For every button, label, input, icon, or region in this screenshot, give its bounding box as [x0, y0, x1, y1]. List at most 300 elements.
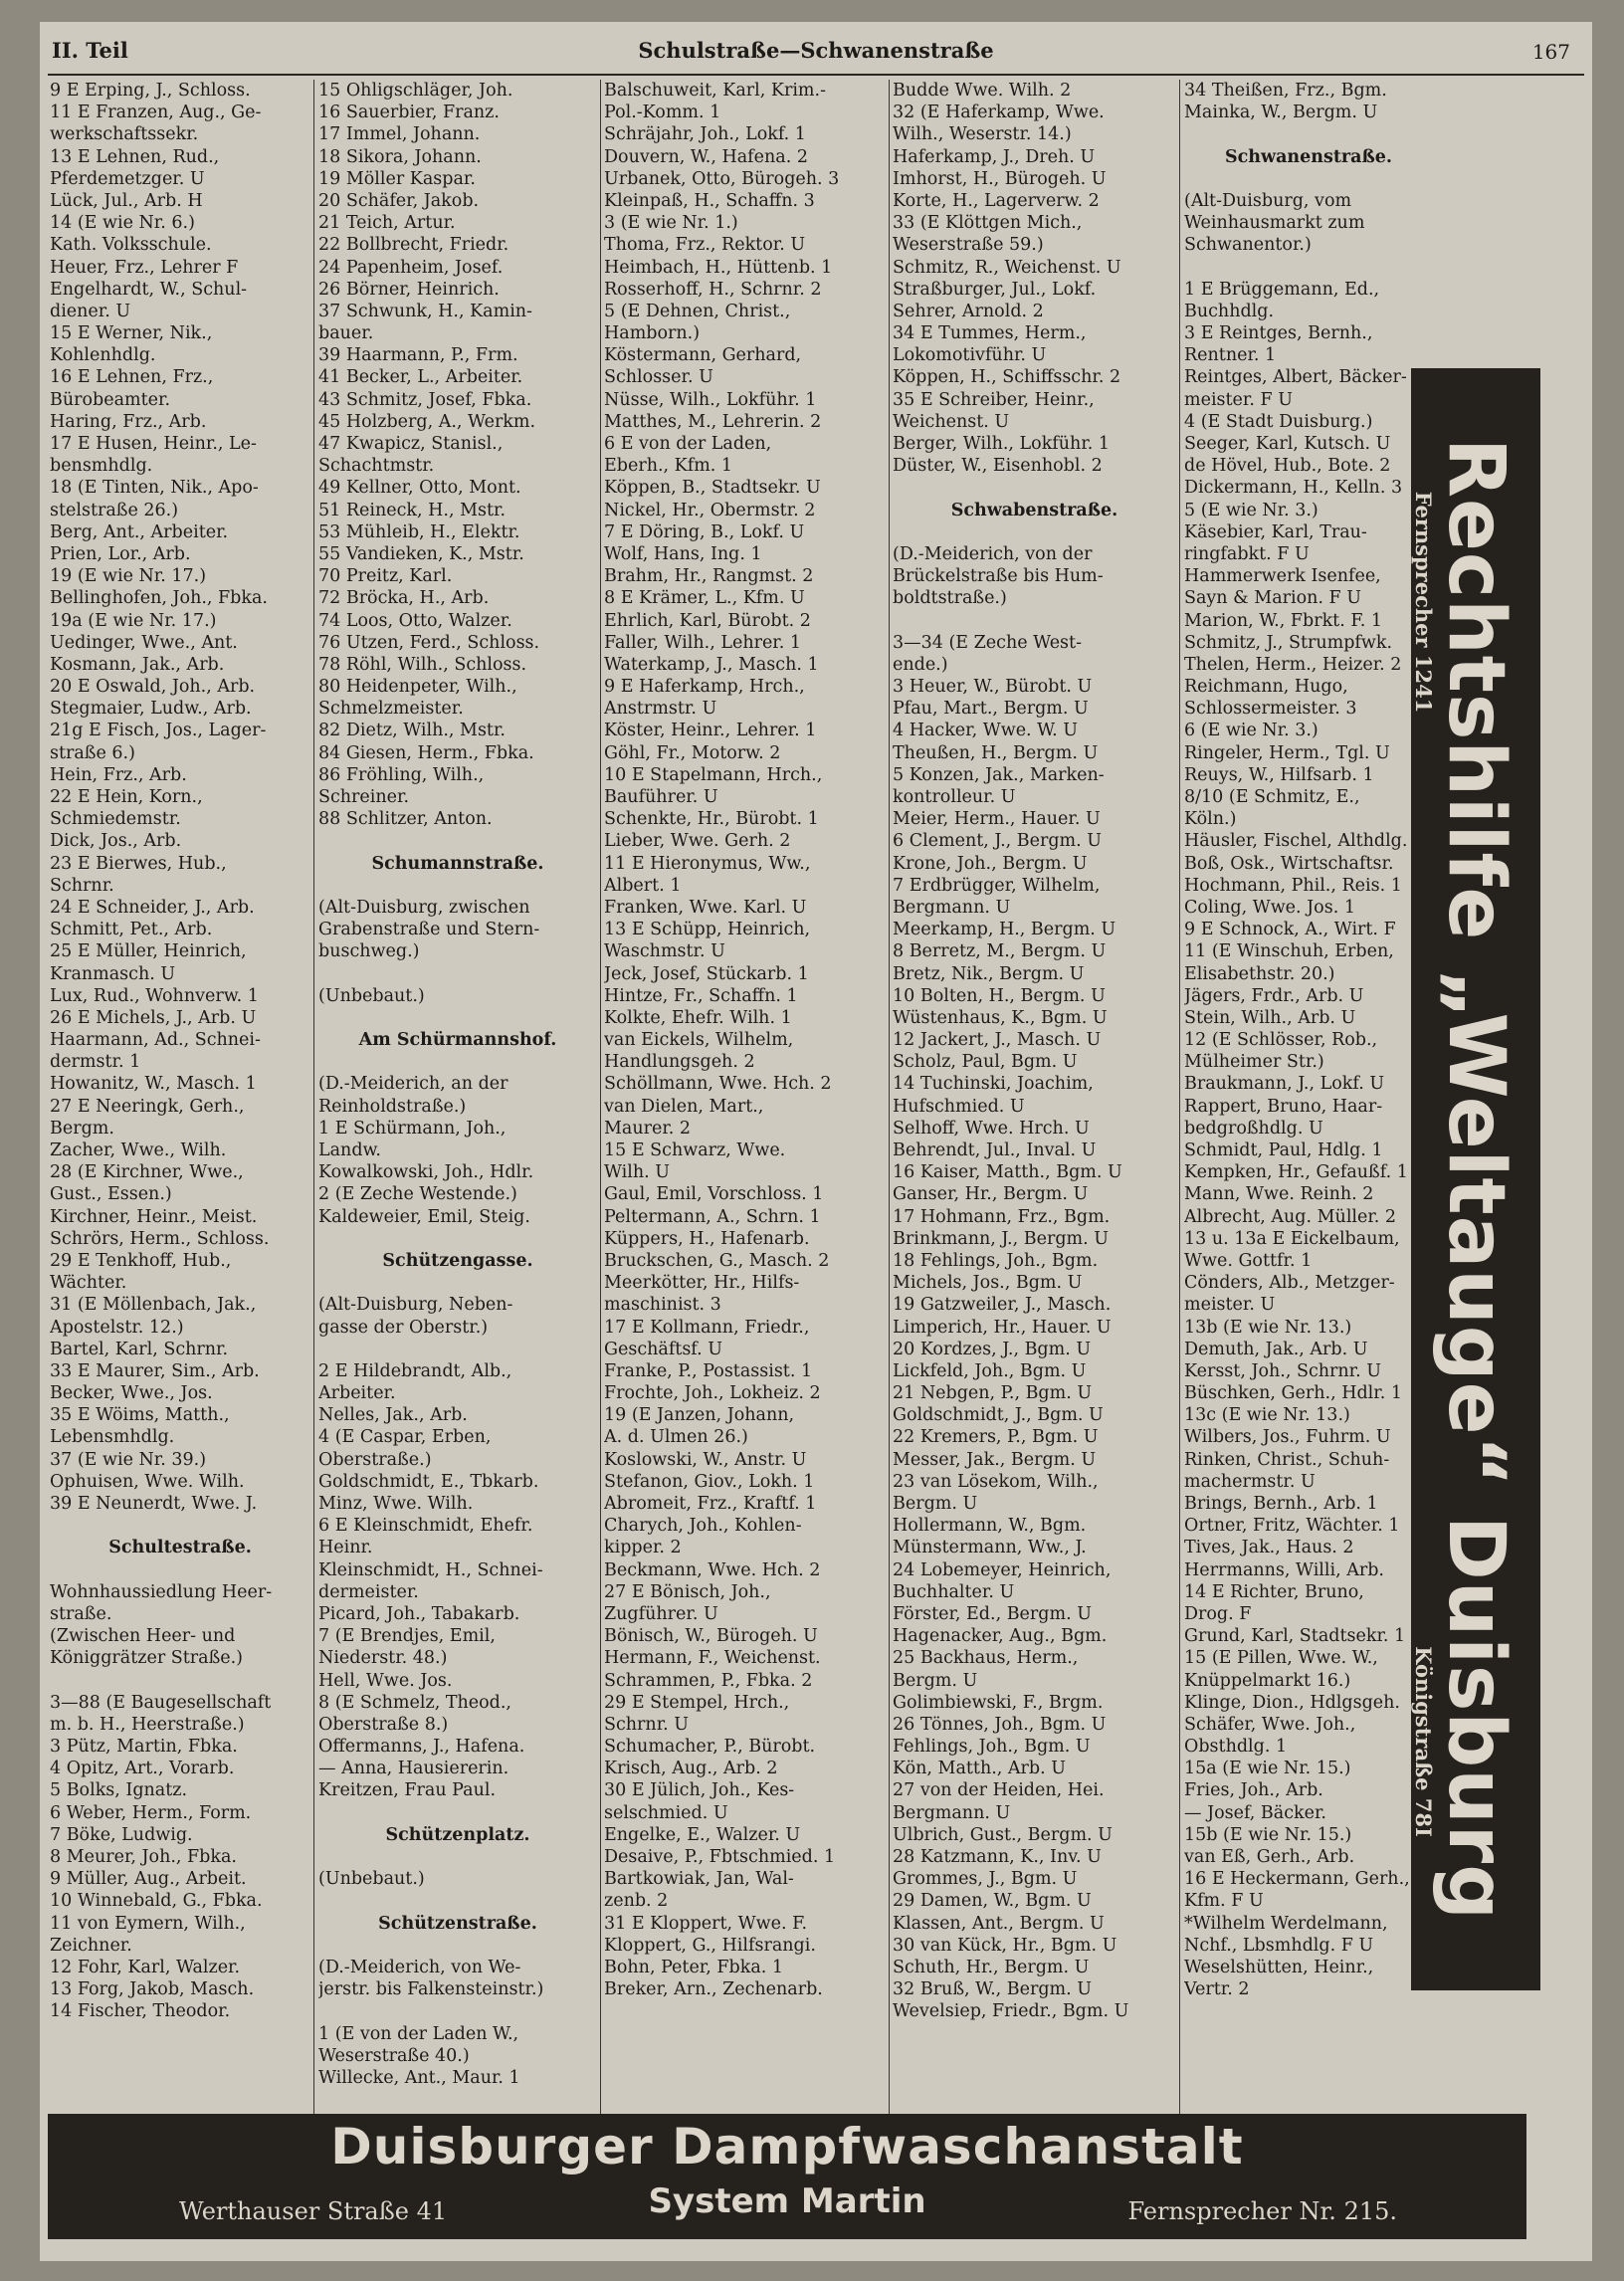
directory-entry: Lieber, Wwe. Gerh. 2	[604, 831, 791, 852]
directory-entry: Förster, Ed., Bergm. U	[893, 1603, 1092, 1624]
directory-entry: 15 Ohligschläger, Joh.	[318, 81, 513, 101]
directory-entry: 7 E Döring, B., Lokf. U	[604, 521, 805, 542]
directory-entry: 55 Vandieken, K., Mstr.	[318, 543, 524, 564]
directory-entry: Bohn, Peter, Fbka. 1	[604, 1957, 784, 1977]
directory-entry: 11 von Eymern, Wilh.,	[50, 1913, 246, 1934]
directory-entry: Brückelstraße bis Hum-	[893, 566, 1104, 587]
directory-entry: Köln.)	[1184, 809, 1237, 830]
directory-entry: Fries, Joh., Arb.	[1184, 1780, 1323, 1801]
directory-entry: Ringeler, Herm., Tgl. U	[1184, 742, 1390, 763]
directory-entry: 17 E Kollmann, Friedr.,	[604, 1317, 810, 1338]
directory-entry: Douvern, W., Hafena. 2	[604, 146, 808, 167]
directory-entry	[318, 1935, 597, 1957]
directory-entry: 30 E Jülich, Joh., Kes-	[604, 1780, 795, 1801]
directory-entry: meister. F U	[1184, 389, 1293, 410]
directory-entry: Göhl, Fr., Motorw. 2	[604, 742, 781, 763]
directory-entry: 43 Schmitz, Josef, Fbka.	[318, 389, 532, 410]
directory-entry: 6 E von der Laden,	[604, 434, 772, 454]
directory-entry: Uedinger, Wwe., Ant.	[50, 632, 238, 653]
directory-entry: Zugführer. U	[604, 1603, 718, 1624]
directory-entry: 12 (E Schlösser, Rob.,	[1184, 1030, 1378, 1051]
directory-entry: Bartkowiak, Jan, Wal-	[604, 1869, 794, 1890]
ad-bottom-phone: Fernsprecher Nr. 215.	[1127, 2197, 1397, 2225]
directory-entry: 13 Forg, Jakob, Masch.	[50, 1979, 255, 2000]
directory-entry: (D.-Meiderich, von We-	[318, 1957, 521, 1977]
directory-entry: 14 (E wie Nr. 6.)	[50, 213, 195, 234]
directory-entry: Minz, Wwe. Wilh.	[318, 1494, 474, 1514]
directory-entry: 1 E Schürmann, Joh.,	[318, 1118, 507, 1139]
directory-entry: Wächter.	[50, 1273, 127, 1294]
directory-entry: Prien, Lor., Arb.	[50, 543, 191, 564]
directory-entry: werkschaftssekr.	[50, 124, 199, 145]
directory-entry: Nelles, Jak., Arb.	[318, 1405, 468, 1426]
directory-entry: dermeister.	[318, 1581, 419, 1602]
directory-entry: Bürobeamter.	[50, 389, 171, 410]
directory-entry: Korte, H., Lagerverw. 2	[893, 190, 1100, 211]
directory-entry: Schrammen, P., Fbka. 2	[604, 1670, 813, 1691]
directory-entry: Stein, Wilh., Arb. U	[1184, 1007, 1356, 1028]
directory-entry: Hermann, F., Weichenst.	[604, 1648, 821, 1669]
directory-entry: Küppers, H., Hafenarb.	[604, 1228, 810, 1249]
directory-entry: 19 Gatzweiler, J., Masch.	[893, 1295, 1112, 1316]
directory-entry: 3 Pütz, Martin, Fbka.	[50, 1737, 238, 1758]
directory-entry: Mülheimer Str.)	[1184, 1052, 1324, 1073]
directory-entry: Kosmann, Jak., Arb.	[50, 654, 225, 675]
directory-entry: meister. U	[1184, 1295, 1276, 1316]
directory-entry: Beckmann, Wwe. Hch. 2	[604, 1559, 821, 1580]
directory-entry: 12 Jackert, J., Masch. U	[893, 1030, 1102, 1051]
directory-entry: Rosserhoff, H., Schrnr. 2	[604, 279, 822, 300]
directory-entry: Knüppelmarkt 16.)	[1184, 1670, 1351, 1691]
directory-entry: Krone, Joh., Bergm. U	[893, 853, 1088, 874]
directory-entry: 9 E Erping, J., Schloss.	[50, 81, 251, 101]
directory-entry: buschweg.)	[318, 941, 420, 962]
ad-phone-text: Fernsprecher 1241	[1411, 491, 1436, 714]
directory-entry: 3 E Reintges, Bernh.,	[1184, 323, 1373, 344]
directory-entry: 51 Reineck, H., Mstr.	[318, 500, 507, 520]
directory-entry: Hamborn.)	[604, 323, 701, 344]
directory-entry	[318, 2000, 597, 2022]
directory-entry: Schrnr. U	[604, 1714, 690, 1735]
directory-entry: Engelke, E., Walzer. U	[604, 1824, 801, 1845]
directory-entry: 39 Haarmann, P., Frm.	[318, 345, 518, 366]
directory-entry: de Hövel, Hub., Bote. 2	[1184, 456, 1391, 477]
directory-entry: jerstr. bis Falkensteinstr.)	[318, 1979, 544, 2000]
directory-entry: Köster, Heinr., Lehrer. 1	[604, 721, 817, 741]
directory-entry: 15 E Werner, Nik.,	[50, 323, 213, 344]
directory-entry: 2 E Hildebrandt, Alb.,	[318, 1360, 512, 1381]
directory-entry: Wilh., Weserstr. 14.)	[893, 124, 1072, 145]
directory-entry: 19 (E wie Nr. 17.)	[50, 566, 207, 587]
directory-entry: 1 E Brüggemann, Ed.,	[1184, 279, 1380, 300]
directory-entry: 34 E Tummes, Herm.,	[893, 323, 1087, 344]
directory-entry: Limperich, Hr., Hauer. U	[893, 1317, 1112, 1338]
directory-entry: 11 E Hieronymus, Ww.,	[604, 853, 811, 874]
directory-entry: (Zwischen Heer- und	[50, 1626, 236, 1647]
directory-entry: 4 Hacker, Wwe. W. U	[893, 721, 1078, 741]
directory-entry: 12 Fohr, Karl, Walzer.	[50, 1957, 241, 1977]
directory-entry: 27 E Bönisch, Joh.,	[604, 1581, 771, 1602]
directory-entry: Klassen, Ant., Bergm. U	[893, 1913, 1105, 1934]
directory-entry: Schachtmstr.	[318, 456, 435, 477]
directory-entry: Bergmann. U	[893, 897, 1011, 918]
directory-entry: Becker, Wwe., Jos.	[50, 1383, 213, 1404]
directory-entry: Lebensmhdlg.	[50, 1427, 175, 1448]
directory-entry: 3 Heuer, W., Bürobt. U	[893, 677, 1093, 698]
directory-entry: 18 Sikora, Johann.	[318, 146, 482, 167]
directory-entry: Weselshütten, Heinr.,	[1184, 1957, 1374, 1977]
directory-entry: 14 E Richter, Bruno,	[1184, 1581, 1364, 1602]
directory-entry: Kath. Volksschule.	[50, 235, 212, 256]
directory-entry: Schäfer, Wwe. Joh.,	[1184, 1714, 1356, 1735]
directory-entry: Schlosser. U	[604, 367, 713, 388]
directory-entry: 16 Kaiser, Matth., Bgm. U	[893, 1162, 1122, 1183]
directory-entry: Stegmaier, Ludw., Arb.	[50, 699, 252, 720]
directory-entry: 13 u. 13a E Eickelbaum,	[1184, 1228, 1400, 1249]
directory-entry: 29 E Stempel, Hrch.,	[604, 1692, 790, 1713]
directory-entry: Wohnhaussiedlung Heer-	[50, 1581, 273, 1602]
directory-entry: Apostelstr. 12.)	[50, 1317, 184, 1338]
directory-entry: 19a (E wie Nr. 17.)	[50, 610, 217, 631]
directory-entry: Jeck, Josef, Stückarb. 1	[604, 963, 809, 984]
directory-entry: Kön, Matth., Arb. U	[893, 1759, 1066, 1779]
directory-entry	[50, 1515, 310, 1537]
directory-entry: Urbanek, Otto, Bürogeh. 3	[604, 168, 840, 189]
directory-entry: Koslowski, W., Anstr. U	[604, 1449, 807, 1470]
directory-entry: Kolkte, Ehefr. Wilh. 1	[604, 1007, 792, 1028]
directory-entry: Schlossermeister. 3	[1184, 699, 1357, 720]
directory-entry: (D.-Meiderich, an der	[318, 1074, 508, 1095]
directory-entry: (D.-Meiderich, von der	[893, 543, 1093, 564]
directory-entry: Schreiner.	[318, 787, 410, 807]
directory-entry: 5 Bolks, Ignatz.	[50, 1780, 188, 1801]
directory-entry: 22 Kremers, P., Bgm. U	[893, 1427, 1099, 1448]
directory-entry: Sayn & Marion. F U	[1184, 588, 1361, 609]
directory-entry: Reinholdstraße.)	[318, 1096, 467, 1117]
directory-entry: Kleinpaß, H., Schaffn. 3	[604, 190, 815, 211]
directory-entry: Wwe. Gottfr. 1	[1184, 1250, 1313, 1271]
directory-entry: Straßburger, Jul., Lokf.	[893, 279, 1097, 300]
directory-entry: 27 von der Heiden, Hei.	[893, 1780, 1105, 1801]
directory-entry: Oberstraße 8.)	[318, 1714, 449, 1735]
directory-entry: Offermanns, J., Hafena.	[318, 1737, 525, 1758]
directory-entry: 84 Giesen, Herm., Fbka.	[318, 742, 534, 763]
directory-entry	[318, 963, 597, 985]
column-divider	[889, 80, 890, 2116]
directory-entry	[318, 830, 597, 852]
directory-entry: 9 E Schnock, A., Wirt. F	[1184, 920, 1396, 940]
directory-entry: Charych, Joh., Kohlen-	[604, 1516, 802, 1537]
directory-entry: 6 (E wie Nr. 3.)	[1184, 721, 1319, 741]
directory-entry: 35 E Wöims, Matth.,	[50, 1405, 230, 1426]
ad-bottom-subtitle: System Martin	[648, 2181, 926, 2221]
directory-entry	[50, 1670, 310, 1692]
directory-entry: Budde Wwe. Wilh. 2	[893, 81, 1072, 101]
directory-entry: stelstraße 26.)	[50, 500, 179, 520]
directory-entry	[318, 1007, 597, 1029]
directory-entry: 19 Möller Kaspar.	[318, 168, 476, 189]
directory-entry: Schumacher, P., Bürobt.	[604, 1737, 816, 1758]
directory-entry: Hagenacker, Aug., Bgm.	[893, 1626, 1108, 1647]
page-number: 167	[1531, 40, 1570, 64]
directory-entry: 29 Damen, W., Bgm. U	[893, 1891, 1092, 1912]
ad-bottom-title: Duisburger Dampfwaschanstalt	[330, 2118, 1244, 2176]
directory-entry: machermstr. U	[1184, 1471, 1316, 1492]
directory-entry	[318, 1272, 597, 1294]
directory-entry: Franken, Wwe. Karl. U	[604, 897, 807, 918]
directory-entry: Grabenstraße und Stern-	[318, 920, 540, 940]
directory-entry: Klinge, Dion., Hdlgsgeh.	[1184, 1692, 1400, 1713]
directory-entry: Ophuisen, Wwe. Wilh.	[50, 1471, 245, 1492]
directory-entry: Albrecht, Aug. Müller. 2	[1184, 1206, 1397, 1227]
directory-entry: Schrnr.	[50, 875, 114, 896]
directory-entry: Seeger, Karl, Kutsch. U	[1184, 434, 1391, 454]
directory-entry: Nickel, Hr., Obermstr. 2	[604, 500, 816, 520]
page-header	[48, 30, 1584, 76]
directory-entry: 32 (E Haferkamp, Wwe.	[893, 103, 1105, 123]
directory-entry: Buchhalter. U	[893, 1581, 1015, 1602]
directory-entry: Schmitz, J., Strumpfwk.	[1184, 632, 1393, 653]
directory-entry: Bergmann. U	[893, 1802, 1011, 1823]
directory-entry: selschmied. U	[604, 1802, 728, 1823]
directory-entry: Kleinschmidt, H., Schnei-	[318, 1559, 543, 1580]
directory-entry: Dickermann, H., Kelln. 3	[1184, 478, 1403, 499]
directory-entry: 31 (E Möllenbach, Jak.,	[50, 1295, 257, 1316]
directory-entry: van Dielen, Mart.,	[604, 1096, 764, 1117]
directory-entry: ringfabkt. F U	[1184, 543, 1310, 564]
directory-entry: 32 Bruß, W., Bergm. U	[893, 1979, 1093, 2000]
directory-column-4	[893, 80, 1176, 2116]
directory-entry: 23 van Lösekom, Wilh.,	[893, 1471, 1099, 1492]
directory-entry: ende.)	[893, 654, 948, 675]
directory-entry: Bellinghofen, Joh., Fbka.	[50, 588, 268, 609]
directory-entry: Haring, Frz., Arb.	[50, 411, 207, 432]
directory-entry: Abromeit, Frz., Kraftf. 1	[604, 1494, 817, 1514]
directory-entry: Brings, Bernh., Arb. 1	[1184, 1494, 1378, 1514]
directory-entry: Brahm, Hr., Rangmst. 2	[604, 566, 814, 587]
directory-entry: Köstermann, Gerhard,	[604, 345, 802, 366]
directory-entry: 18 Fehlings, Joh., Bgm.	[893, 1250, 1099, 1271]
street-heading: Schützenstraße.	[378, 1913, 537, 1934]
directory-entry: 6 Clement, J., Bergm. U	[893, 831, 1103, 852]
directory-entry: Brinkmann, J., Bergm. U	[893, 1228, 1109, 1249]
directory-entry: gasse der Oberstr.)	[318, 1317, 489, 1338]
directory-column-3	[604, 80, 888, 2116]
directory-entry: Bauführer. U	[604, 787, 718, 807]
directory-entry: 23 E Bierwes, Hub.,	[50, 853, 227, 874]
directory-entry: Arbeiter.	[318, 1383, 396, 1404]
directory-entry: 10 Bolten, H., Bergm. U	[893, 985, 1106, 1006]
directory-entry: Zeichner.	[50, 1935, 132, 1956]
directory-entry: Desaive, P., Fbtschmied. 1	[604, 1847, 836, 1867]
directory-entry: 7 (E Brendjes, Emil,	[318, 1626, 496, 1647]
advertisement-dampfwaschanstalt	[48, 2114, 1526, 2239]
directory-entry: Oberstraße.)	[318, 1449, 432, 1470]
directory-entry: 2 (E Zeche Westende.)	[318, 1184, 517, 1205]
directory-entry: Kreitzen, Frau Paul.	[318, 1780, 497, 1801]
directory-entry: 13 E Schüpp, Heinrich,	[604, 920, 811, 940]
directory-entry: 20 Schäfer, Jakob.	[318, 190, 480, 211]
directory-entry	[318, 1228, 597, 1250]
header-streets: Schulstraße—Schwanenstraße	[638, 38, 994, 63]
directory-entry: 29 E Tenkhoff, Hub.,	[50, 1250, 232, 1271]
directory-entry: 8 (E Schmelz, Theod.,	[318, 1692, 511, 1713]
directory-entry: Reuys, W., Hilfsarb. 1	[1184, 764, 1374, 785]
directory-entry: Kohlenhdlg.	[50, 345, 156, 366]
directory-entry: diener. U	[50, 301, 131, 321]
column-divider	[313, 80, 314, 2116]
directory-entry: 6 Weber, Herm., Form.	[50, 1802, 252, 1823]
column-divider	[600, 80, 601, 2116]
directory-entry: 10 Winnebald, G., Fbka.	[50, 1891, 263, 1912]
street-heading: Schumannstraße.	[371, 853, 544, 874]
directory-entry	[318, 1846, 597, 1868]
directory-entry: Dick, Jos., Arb.	[50, 831, 182, 852]
directory-entry: *Wilhelm Werdelmann,	[1184, 1913, 1388, 1934]
directory-entry: Demuth, Jak., Arb. U	[1184, 1339, 1368, 1359]
directory-entry: straße 6.)	[50, 742, 135, 763]
directory-entry: 26 Börner, Heinrich.	[318, 279, 500, 300]
directory-entry: 28 (E Kirchner, Wwe.,	[50, 1162, 244, 1183]
directory-entry: Behrendt, Jul., Inval. U	[893, 1140, 1097, 1160]
directory-entry: 33 E Maurer, Sim., Arb.	[50, 1360, 260, 1381]
directory-entry: Kempken, Hr., Gefaußf. 1	[1184, 1162, 1408, 1183]
directory-entry: Peltermann, A., Schrn. 1	[604, 1206, 821, 1227]
directory-entry: Braukmann, J., Lokf. U	[1184, 1074, 1385, 1095]
directory-entry: 25 E Müller, Heinrich,	[50, 941, 247, 962]
directory-entry: Weinhausmarkt zum	[1184, 213, 1365, 234]
directory-entry: Hintze, Fr., Schaffn. 1	[604, 985, 798, 1006]
directory-entry: 26 Tönnes, Joh., Bgm. U	[893, 1714, 1107, 1735]
directory-entry: 24 E Schneider, J., Arb.	[50, 897, 255, 918]
directory-entry: Goldschmidt, J., Bgm. U	[893, 1405, 1104, 1426]
ad-bottom-address: Werthauser Straße 41	[179, 2197, 448, 2225]
directory-entry: (Alt-Duisburg, vom	[1184, 190, 1352, 211]
directory-entry: Weserstraße 59.)	[893, 235, 1044, 256]
directory-column-5	[1184, 80, 1436, 2116]
directory-entry: van Eß, Gerh., Arb.	[1184, 1847, 1355, 1867]
directory-entry: Münstermann, Ww., J.	[893, 1538, 1087, 1558]
directory-entry	[318, 1802, 597, 1824]
directory-entry: 8 E Krämer, L., Kfm. U	[604, 588, 805, 609]
directory-entry: Bönisch, W., Bürogeh. U	[604, 1626, 818, 1647]
directory-entry: Fehlings, Joh., Bgm. U	[893, 1737, 1091, 1758]
directory-entry: 24 Papenheim, Josef.	[318, 257, 504, 278]
directory-entry: 39 E Neunerdt, Wwe. J.	[50, 1494, 258, 1514]
directory-entry: Ganser, Hr., Bergm. U	[893, 1184, 1089, 1205]
directory-entry: 26 E Michels, J., Arb. U	[50, 1007, 257, 1028]
directory-entry: Mann, Wwe. Reinh. 2	[1184, 1184, 1374, 1205]
directory-entry: Ulbrich, Gust., Bergm. U	[893, 1824, 1113, 1845]
directory-entry: Buchhdlg.	[1184, 301, 1275, 321]
directory-entry: — Josef, Bäcker.	[1184, 1802, 1326, 1823]
directory-entry: 22 E Hein, Korn.,	[50, 787, 203, 807]
directory-entry: Hammerwerk Isenfee,	[1184, 566, 1381, 587]
directory-entry: Pferdemetzger. U	[50, 168, 205, 189]
directory-entry: 20 E Oswald, Joh., Arb.	[50, 677, 256, 698]
directory-entry: Picard, Joh., Tabakarb.	[318, 1603, 520, 1624]
directory-entry: Haferkamp, J., Dreh. U	[893, 146, 1096, 167]
directory-entry: 7 Erdbrügger, Wilhelm,	[893, 875, 1101, 896]
directory-entry: 7 Böke, Ludwig.	[50, 1824, 193, 1845]
directory-entry: boldtstraße.)	[893, 588, 1007, 609]
directory-entry: Schenkte, Hr., Bürobt. 1	[604, 809, 819, 830]
directory-entry: Frochte, Joh., Lokheiz. 2	[604, 1383, 821, 1404]
header-part: II. Teil	[52, 38, 128, 63]
directory-entry: Bruckschen, G., Masch. 2	[604, 1250, 830, 1271]
directory-entry: 16 E Lehnen, Frz.,	[50, 367, 214, 388]
directory-entry: 34 Theißen, Frz., Bgm.	[1184, 81, 1387, 101]
directory-entry: (Unbebaut.)	[318, 1869, 425, 1890]
directory-entry: Grommes, J., Bgm. U	[893, 1869, 1078, 1890]
directory-entry: 4 Opitz, Art., Vorarb.	[50, 1759, 235, 1779]
directory-entry: straße.	[50, 1603, 112, 1624]
directory-entry: 10 E Stapelmann, Hrch.,	[604, 764, 823, 785]
directory-entry: 4 (E Stadt Duisburg.)	[1184, 411, 1373, 432]
directory-entry	[893, 477, 1176, 499]
directory-entry: Hell, Wwe. Jos.	[318, 1670, 453, 1691]
directory-entry: Howanitz, W., Masch. 1	[50, 1074, 257, 1095]
directory-entry: Schrörs, Herm., Schloss.	[50, 1228, 270, 1249]
directory-entry: Selhoff, Wwe. Hrch. U	[893, 1118, 1090, 1139]
directory-entry: Vertr. 2	[1184, 1979, 1250, 2000]
directory-entry: 82 Dietz, Wilh., Mstr.	[318, 721, 506, 741]
directory-entry: Michels, Jos., Bgm. U	[893, 1273, 1083, 1294]
directory-entry: Sehrer, Arnold. 2	[893, 301, 1044, 321]
directory-entry: Willecke, Ant., Maur. 1	[318, 2067, 520, 2088]
directory-entry: 35 E Schreiber, Heinr.,	[893, 389, 1095, 410]
directory-entry: Königgrätzer Straße.)	[50, 1648, 244, 1669]
advertisement-rechtshilfe	[1411, 368, 1540, 1990]
directory-entry: Kfm. F U	[1184, 1891, 1264, 1912]
directory-entry: Krisch, Aug., Arb. 2	[604, 1759, 778, 1779]
directory-column-1	[50, 80, 310, 2116]
directory-entry: Wüstenhaus, K., Bgm. U	[893, 1007, 1108, 1028]
directory-entry: bedgroßhdlg. U	[1184, 1118, 1323, 1139]
directory-entry: Büschken, Gerh., Hdlr. 1	[1184, 1383, 1402, 1404]
directory-entry: Wevelsiep, Friedr., Bgm. U	[893, 2001, 1129, 2022]
directory-entry	[318, 1051, 597, 1073]
directory-entry: Stefanon, Giov., Lokh. 1	[604, 1471, 815, 1492]
directory-entry: 17 Hohmann, Frz., Bgm.	[893, 1206, 1111, 1227]
directory-entry: Mainka, W., Bergm. U	[1184, 103, 1378, 123]
directory-entry: Weichenst. U	[893, 411, 1010, 432]
column-divider	[1179, 80, 1180, 2116]
directory-entry: Breker, Arn., Zechenarb.	[604, 1979, 823, 2000]
directory-entry	[318, 1890, 597, 1912]
directory-entry: 17 E Husen, Heinr., Le-	[50, 434, 257, 454]
directory-entry: Wilbers, Jos., Fuhrm. U	[1184, 1427, 1391, 1448]
directory-entry: Meerkötter, Hr., Hilfs-	[604, 1273, 800, 1294]
directory-entry: 27 E Neeringk, Gerh.,	[50, 1096, 245, 1117]
directory-entry: 9 E Haferkamp, Hrch.,	[604, 677, 805, 698]
directory-entry: Rappert, Bruno, Haar-	[1184, 1096, 1383, 1117]
directory-entry: Theußen, H., Bergm. U	[893, 742, 1099, 763]
directory-entry: 37 (E wie Nr. 39.)	[50, 1449, 207, 1470]
directory-entry: Pfau, Mart., Bergm. U	[893, 699, 1089, 720]
directory-entry: bensmhdlg.	[50, 456, 153, 477]
directory-entry: Lickfeld, Joh., Bgm. U	[893, 1360, 1087, 1381]
directory-entry: 21 Teich, Artur.	[318, 213, 456, 234]
directory-entry: 49 Kellner, Otto, Mont.	[318, 478, 521, 499]
directory-entry: 18 (E Tinten, Nik., Apo-	[50, 478, 259, 499]
directory-entry	[1184, 168, 1433, 190]
directory-entry: Niederstr. 48.)	[318, 1648, 448, 1669]
directory-entry: 37 Schwunk, H., Kamin-	[318, 301, 532, 321]
directory-entry: Landw.	[318, 1140, 381, 1160]
directory-entry: 72 Bröcka, H., Arb.	[318, 588, 490, 609]
directory-entry	[893, 521, 1176, 543]
